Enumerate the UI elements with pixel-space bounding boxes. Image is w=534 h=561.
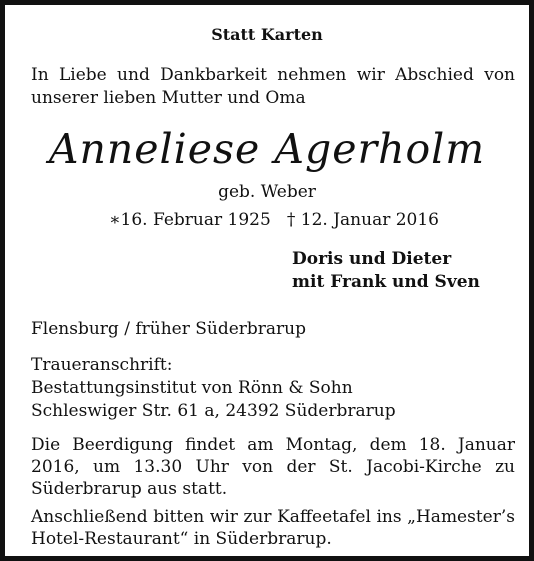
address-label: Traueranschrift: xyxy=(31,355,173,375)
funeral-text: Die Beerdigung findet am Montag, dem 18. Januar 2016, um 13.30 Uhr von der St. Jacobi-Kirche zu Süderbrarup aus statt. xyxy=(31,435,515,499)
mourning-address xyxy=(31,354,515,423)
location-text: Flensburg / früher Süderbrarup xyxy=(31,319,307,339)
header-title: Statt Karten xyxy=(211,25,323,44)
deceased-name: Anneliese Agerholm xyxy=(48,125,486,173)
maiden-name: geb. Weber xyxy=(218,182,316,202)
family-line-2: mit Frank und Sven xyxy=(292,272,480,292)
family-line-1: Doris und Dieter xyxy=(292,249,452,269)
reception-text: Anschließend bitten wir zur Kaffeetafel ins „Hamester’s Hotel-Restaurant“ in Süderbrarup. xyxy=(31,507,515,549)
address-line-2: Schleswiger Str. 61 a, 24392 Süderbrarup xyxy=(31,401,396,421)
death-date: † 12. Januar 2016 xyxy=(286,210,439,230)
intro-text: In Liebe und Dankbarkeit nehmen wir Abschied von unserer lieben Mutter und Oma xyxy=(31,65,515,108)
birth-date: ∗16. Februar 1925 xyxy=(109,210,271,230)
address-line-1: Bestattungsinstitut von Rönn & Sohn xyxy=(31,378,353,398)
family-signature xyxy=(292,248,480,294)
